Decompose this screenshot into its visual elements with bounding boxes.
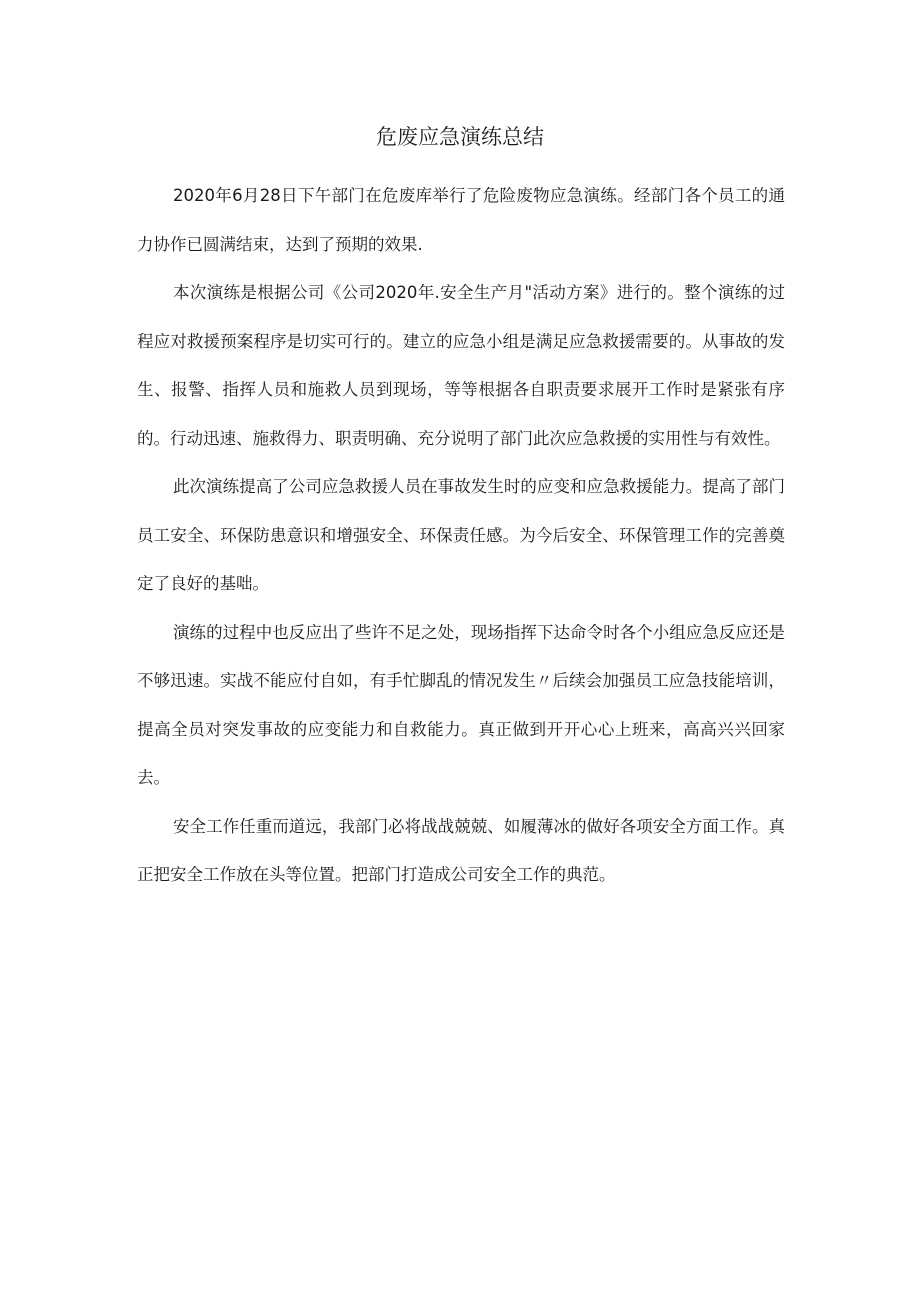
document-title: 危废应急演练总结: [376, 125, 544, 149]
paragraph-5: 安全工作任重而道远，我部门必将战战兢兢、如履薄冰的做好各项安全方面工作。真正把安全工作放在头等位置。把部门打造成公司安全工作的典范。: [137, 816, 785, 884]
document-body: [137, 172, 785, 900]
paragraph-2: 本次演练是根据公司《公司2020年.安全生产月"活动方案》进行的。整个演练的过程应对救援预案程序是切实可行的。建立的应急小组是满足应急救援需要的。从事故的发生、报警、指挥人员和施救人员到现场，等等根据各自职责要求展开工作时是紧张有序的。行动迅速、施救得力、职责明确、充分说明了部门此次应急救援的实用性与有效性。: [137, 283, 785, 448]
paragraph-4: 演练的过程中也反应出了些许不足之处，现场指挥下达命令时各个小组应急反应还是不够迅速。实战不能应付自如，有手忙脚乱的情况发生〃后续会加强员工应急技能培训，提高全员对突发事故的应变能力和自救能力。真正做到开开心心上班来，高高兴兴回家去。: [137, 622, 785, 787]
paragraph-1: 2020年6月28日下午部门在危废库举行了危险废物应急演练。经部门各个员工的通力协作已圆满结束，达到了预期的效果.: [137, 186, 785, 254]
paragraph-3: 此次演练提高了公司应急救援人员在事故发生时的应变和应急救援能力。提高了部门员工安全、环保防患意识和增强安全、环保责任感。为今后安全、环保管理工作的完善奠定了良好的基咄。: [137, 477, 785, 593]
